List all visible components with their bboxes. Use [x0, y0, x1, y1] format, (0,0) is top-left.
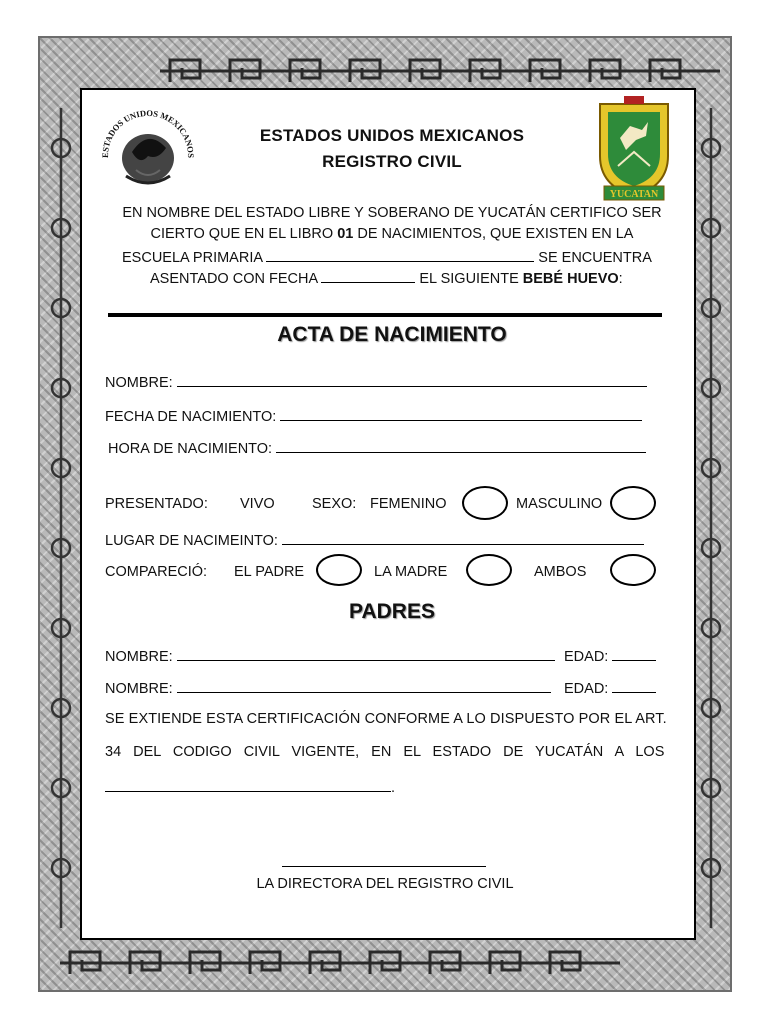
intro-line-4-b: EL SIGUIENTE: [419, 271, 523, 287]
closing-line-3: [105, 777, 395, 796]
header-divider: [108, 313, 662, 317]
intro-line-3-b: SE ENCUENTRA: [538, 250, 652, 266]
intro-line-4-end: :: [618, 271, 623, 287]
acta-title: ACTA DE NACIMIENTO: [277, 323, 507, 346]
closing-date-field[interactable]: [105, 777, 391, 792]
signature-line[interactable]: [282, 866, 486, 867]
padre-label: EL PADRE: [234, 564, 305, 580]
madre-option-circle[interactable]: [466, 554, 512, 586]
closing-period: .: [391, 780, 396, 796]
presentado-label: PRESENTADO:: [105, 496, 208, 512]
header-title-registry: REGISTRO CIVIL: [322, 152, 462, 171]
padres-nombre-label-2: NOMBRE:: [105, 681, 173, 697]
lugar-row: [105, 530, 644, 549]
femenino-label: FEMENINO: [370, 496, 447, 512]
intro-date-label: ASENTADO CON FECHA: [150, 271, 318, 287]
mexican-eagle-seal-icon: [96, 100, 200, 196]
vivo-label: VIVO: [240, 496, 275, 512]
padres-nombre-label-1: NOMBRE:: [105, 649, 173, 665]
padres-title: PADRES: [349, 600, 435, 623]
nombre-row: [105, 372, 647, 391]
padre-nombre-row-1: [105, 646, 555, 665]
intro-line-2-b: DE NACIMIENTOS, QUE EXISTEN EN LA: [353, 226, 634, 242]
femenino-option-circle[interactable]: [462, 486, 508, 520]
madre-label: LA MADRE: [374, 564, 448, 580]
padres-nombre-field-1[interactable]: [177, 646, 555, 661]
intro-line-3: [122, 247, 682, 266]
edad-row-1: [564, 646, 656, 665]
spiral-column-right-icon: [696, 108, 726, 928]
comparecio-label: COMPARECIÓ:: [105, 564, 208, 580]
fecha-field[interactable]: [280, 406, 642, 421]
intro-line-2-a: CIERTO QUE EN EL LIBRO: [150, 226, 338, 242]
fecha-row: [105, 406, 642, 425]
school-name-field[interactable]: [266, 247, 534, 262]
intro-line-4: [150, 268, 690, 287]
hora-row: [108, 438, 646, 457]
edad-row-2: [564, 678, 656, 697]
greek-key-band-top-icon: [160, 52, 720, 90]
intro-book-number: 01: [337, 226, 354, 242]
fecha-label: FECHA DE NACIMIENTO:: [105, 409, 277, 425]
intro-line-1: EN NOMBRE DEL ESTADO LIBRE Y SOBERANO DE YUCATÁN CERTIFICO SER: [122, 205, 662, 221]
edad-field-2[interactable]: [612, 678, 656, 693]
closing-line-1: SE EXTIENDE ESTA CERTIFICACIÓN CONFORME A LO DISPUESTO POR EL ART.: [105, 711, 667, 727]
lugar-field[interactable]: [282, 530, 644, 545]
intro-line-2: [96, 226, 688, 242]
nombre-label: NOMBRE:: [105, 375, 173, 391]
edad-label-2: EDAD:: [564, 681, 609, 697]
padres-nombre-field-2[interactable]: [177, 678, 551, 693]
registration-date-field[interactable]: [321, 268, 415, 283]
yucatan-shield-icon: [596, 94, 672, 204]
ambos-option-circle[interactable]: [610, 554, 656, 586]
baby-egg-label: BEBÉ HUEVO: [522, 271, 619, 287]
nombre-field[interactable]: [177, 372, 647, 387]
hora-label: HORA DE NACIMIENTO:: [108, 441, 273, 457]
intro-school-label: ESCUELA PRIMARIA: [122, 250, 263, 266]
shield-text: YUCATAN: [609, 189, 659, 200]
spiral-column-left-icon: [46, 108, 76, 928]
lugar-label: LUGAR DE NACIMEINTO:: [105, 533, 278, 549]
seal-text: ESTADOS UNIDOS MEXICANOS: [99, 107, 197, 159]
masculino-option-circle[interactable]: [610, 486, 656, 520]
masculino-label: MASCULINO: [516, 496, 603, 512]
header-title-country: ESTADOS UNIDOS MEXICANOS: [259, 126, 525, 145]
padre-option-circle[interactable]: [316, 554, 362, 586]
greek-key-band-bottom-icon: [60, 944, 620, 982]
padre-nombre-row-2: [105, 678, 551, 697]
edad-label-1: EDAD:: [564, 649, 609, 665]
closing-line-2: 34 DEL CODIGO CIVIL VIGENTE, EN EL ESTADO DE YUCATÁN A LOS: [105, 744, 665, 760]
signature-label: LA DIRECTORA DEL REGISTRO CIVIL: [256, 876, 514, 892]
hora-field[interactable]: [276, 438, 646, 453]
sexo-label: SEXO:: [312, 496, 357, 512]
edad-field-1[interactable]: [612, 646, 656, 661]
ambos-label: AMBOS: [534, 564, 587, 580]
